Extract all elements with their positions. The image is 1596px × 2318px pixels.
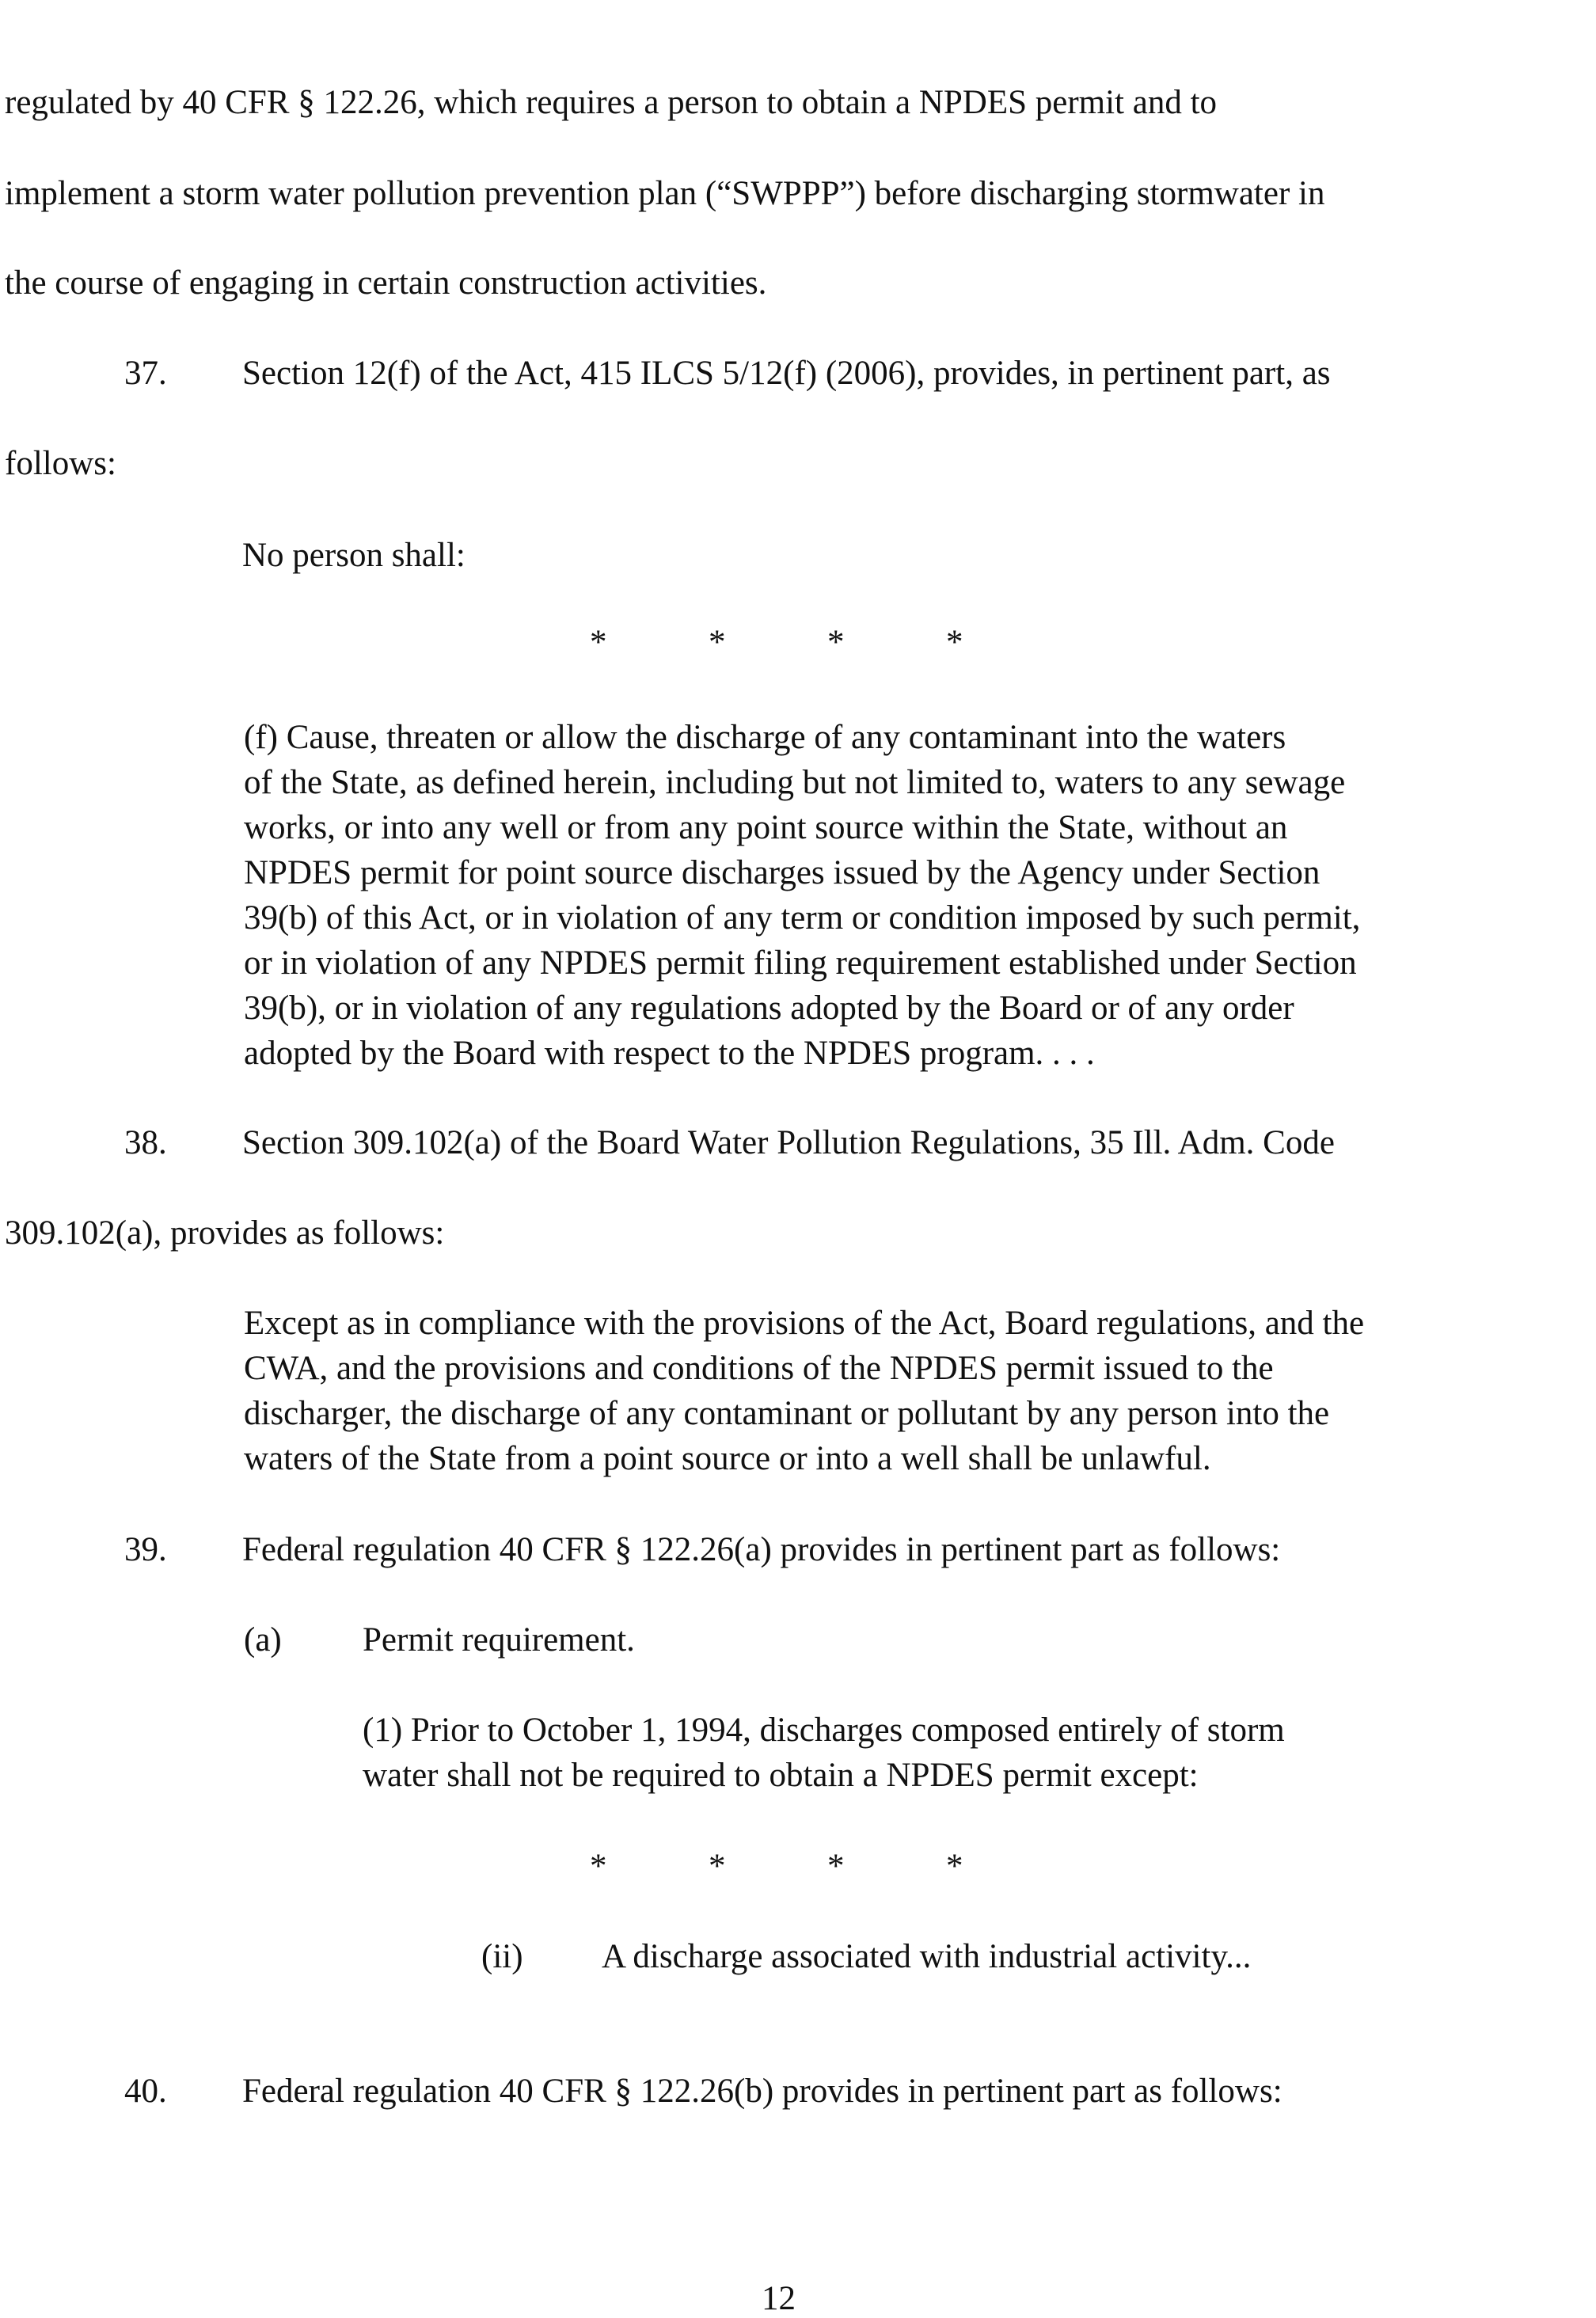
para-38-line-2: 309.102(a), provides as follows: [5, 1214, 445, 1252]
page-number: 12 [762, 2280, 796, 2317]
para-37-number: 37. [124, 355, 167, 392]
quote-38-line-1: Except as in compliance with the provisions of the Act, Board regulations, and the [244, 1305, 1365, 1342]
para-40-line-1: Federal regulation 40 CFR § 122.26(b) provides in pertinent part as follows: [242, 2073, 1282, 2110]
intro-line-3: the course of engaging in certain construction activities. [5, 264, 767, 302]
quote-38-line-4: waters of the State from a point source or into a well shall be unlawful. [244, 1440, 1211, 1477]
para-40-number: 40. [124, 2073, 167, 2110]
para-37-line-1: Section 12(f) of the Act, 415 ILCS 5/12(f) (2006), provides, in pertinent part, as [242, 355, 1331, 392]
quote-37-line-3: works, or into any well or from any point source within the State, without an [244, 809, 1288, 846]
quote-37-line-5: 39(b) of this Act, or in violation of any term or condition imposed by such permit, [244, 899, 1361, 937]
star: * [946, 1848, 963, 1885]
para-38-line-1: Section 309.102(a) of the Board Water Pollution Regulations, 35 Ill. Adm. Code [242, 1124, 1335, 1161]
intro-line-2: implement a storm water pollution prevention plan (“SWPPP”) before discharging stormwater in [5, 175, 1325, 212]
star: * [590, 1848, 607, 1885]
ellipsis-stars-2 [590, 1849, 1065, 1883]
star: * [827, 1848, 845, 1885]
para-39-sub-ii-label: (ii) [481, 1938, 523, 1975]
star: * [709, 624, 726, 661]
star: * [709, 1848, 726, 1885]
para-37-quote-intro: No person shall: [242, 537, 466, 574]
star: * [590, 624, 607, 661]
para-37-line-2: follows: [5, 445, 116, 482]
quote-37-line-6: or in violation of any NPDES permit filing requirement established under Section [244, 944, 1357, 982]
quote-37-line-2: of the State, as defined herein, including but not limited to, waters to any sewage [244, 764, 1346, 801]
para-38-number: 38. [124, 1124, 167, 1161]
para-39-sub-1-line-1: (1) Prior to October 1, 1994, discharges composed entirely of storm [363, 1712, 1285, 1749]
quote-37-line-8: adopted by the Board with respect to the NPDES program. . . . [244, 1035, 1095, 1072]
star: * [946, 624, 963, 661]
quote-37-line-4: NPDES permit for point source discharges issued by the Agency under Section [244, 854, 1320, 891]
para-39-number: 39. [124, 1531, 167, 1568]
para-39-sub-1-line-2: water shall not be required to obtain a NPDES permit except: [363, 1757, 1199, 1794]
para-39-line-1: Federal regulation 40 CFR § 122.26(a) provides in pertinent part as follows: [242, 1531, 1281, 1568]
star: * [827, 624, 845, 661]
intro-line-1: regulated by 40 CFR § 122.26, which requires a person to obtain a NPDES permit and to [5, 84, 1218, 121]
quote-38-line-3: discharger, the discharge of any contaminant or pollutant by any person into the [244, 1395, 1330, 1432]
quote-38-line-2: CWA, and the provisions and conditions of the NPDES permit issued to the [244, 1350, 1274, 1387]
para-39-sub-a-label: (a) [244, 1621, 282, 1659]
para-39-sub-a-text: Permit requirement. [363, 1621, 635, 1659]
para-39-sub-ii-text: A discharge associated with industrial activity... [602, 1938, 1252, 1975]
quote-37-line-1: (f) Cause, threaten or allow the discharge of any contaminant into the waters [244, 719, 1286, 756]
quote-37-line-7: 39(b), or in violation of any regulations adopted by the Board or of any order [244, 990, 1294, 1027]
ellipsis-stars-1 [590, 625, 1065, 659]
